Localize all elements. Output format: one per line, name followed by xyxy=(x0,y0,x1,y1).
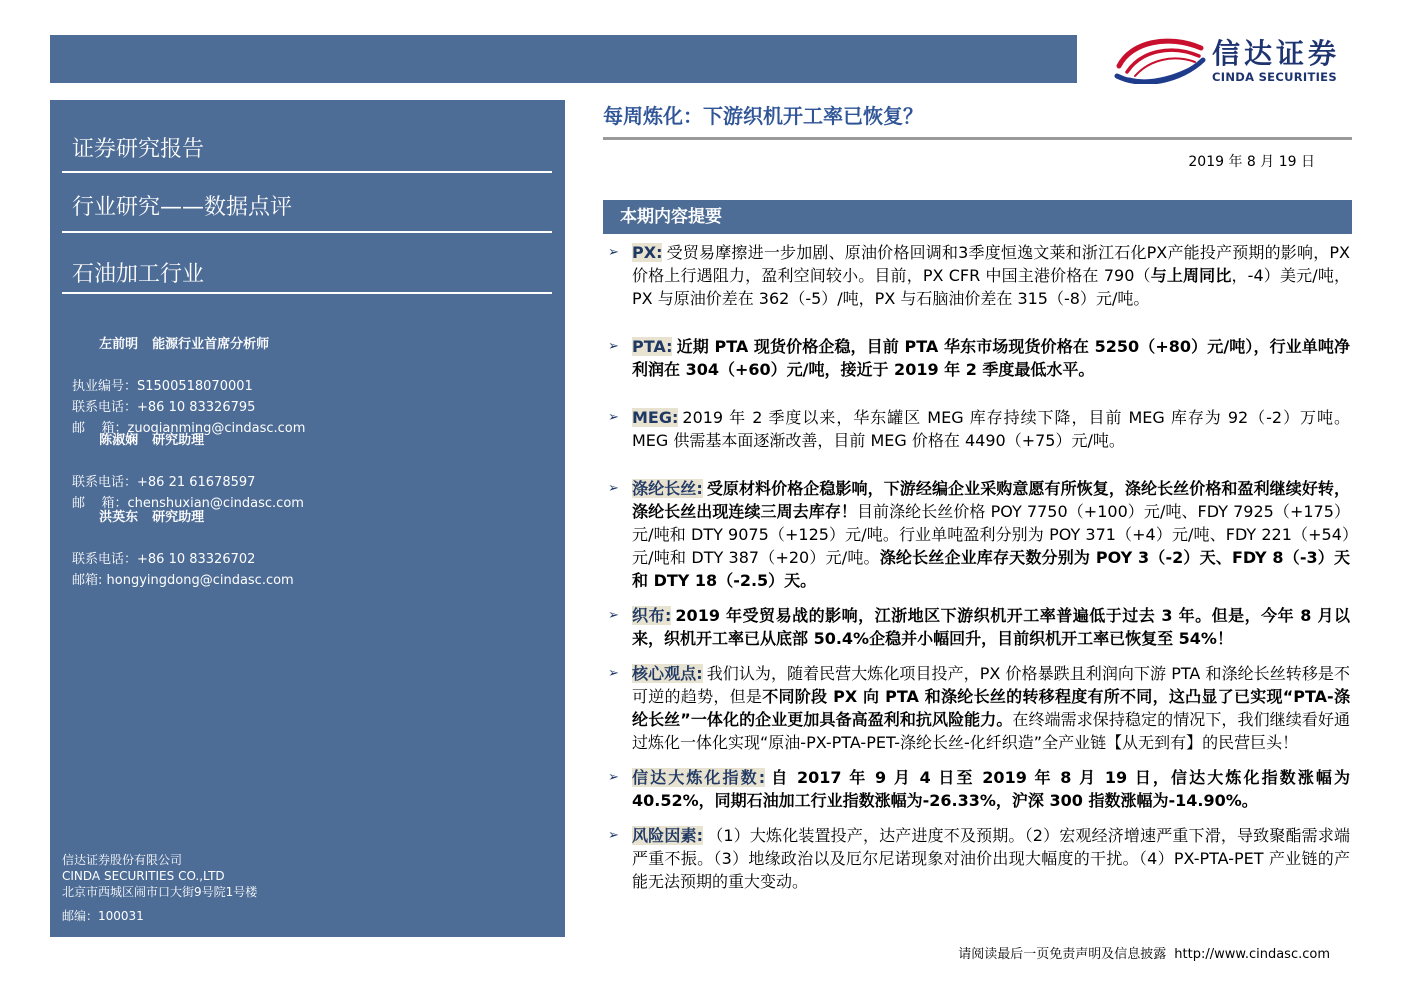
analyst-name: 左前明 xyxy=(99,337,139,352)
bullet-label: 织布: xyxy=(632,606,672,625)
analyst-name: 洪英东 xyxy=(99,510,139,525)
summary-bullet-polyester-filament xyxy=(605,477,1350,592)
analyst-license: 执业编号：S1500518070001 xyxy=(72,379,253,394)
bullet-label: PX: xyxy=(632,243,663,262)
bullet-label: 核心观点: xyxy=(632,664,703,683)
bullet-arrow-icon: ➢ xyxy=(608,481,619,496)
industry-heading: 石油加工行业 xyxy=(72,262,205,287)
bullet-text: 受贸易摩擦进一步加剧、原油价格回调和3季度恒逸文莱和浙江石化PX产能投产预期的影响，PX 价格上行遇阻力，盈利空间较小。目前，PX CFR 中国主港价格在 790（ xyxy=(632,243,1350,285)
bullet-text: ，-4）美元/吨，PX 与原油价差在 362（-5）/吨，PX 与石脑油价差在 315（-8）元/吨。 xyxy=(632,266,1350,308)
summary-bullet-pta xyxy=(605,335,1350,381)
title-underline xyxy=(603,137,1352,140)
footer-url: http://www.cindasc.com xyxy=(1174,947,1330,962)
footer-disclaimer: 请阅读最后一页免责声明及信息披露 xyxy=(958,947,1167,962)
company-address: 北京市西城区闹市口大街9号院1号楼 xyxy=(62,885,258,899)
logo-name-cn: 信达证券 xyxy=(1212,37,1341,70)
analyst-name-title xyxy=(72,486,294,549)
summary-bullet-weaving xyxy=(605,604,1350,650)
logo-name-en: CINDA SECURITIES xyxy=(1212,70,1337,84)
bullet-label: PTA: xyxy=(632,337,673,356)
summary-heading: 本期内容提要 xyxy=(603,200,1352,234)
bullet-text-bold: 与上周同比 xyxy=(1150,266,1232,285)
analyst-phone: 联系电话：+86 10 83326702 xyxy=(72,552,256,567)
summary-bullet-core-view xyxy=(605,662,1350,754)
bullet-label: 风险因素: xyxy=(632,826,704,845)
company-postcode: 邮编：100031 xyxy=(62,909,144,923)
bullet-text-bold: 2019 年受贸易战的影响，江浙地区下游织机开工率普遍低于过去 3 年。但是，今年 8 月以来，织机开工率已从底部 50.4%企稳并小幅回升，目前织机开工率已恢复至 54%！ xyxy=(632,606,1350,648)
summary-bullet-list xyxy=(605,241,1350,893)
bullet-arrow-icon: ➢ xyxy=(608,410,619,425)
bullet-text: 目前涤纶长丝价格 POY 7750（+100）元/吨、FDY 7925（+175）元/吨和 DTY 9075（+125）元/吨。行业单吨盈利分别为 POY 371（+4）元/吨、FDY 221（+54）元/吨和 DTY 387（+20）元/吨。 xyxy=(632,502,1350,567)
summary-bullet-risk-factors xyxy=(605,824,1350,893)
analyst-title: 研究助理 xyxy=(152,510,205,525)
company-name-en: CINDA SECURITIES CO.,LTD xyxy=(62,869,225,883)
analyst-email: 邮 箱：chenshuxian@cindasc.com xyxy=(72,496,304,511)
company-name-cn: 信达证券股份有限公司 xyxy=(62,853,183,867)
analyst-name: 陈淑娴 xyxy=(99,433,139,448)
bullet-text: 在终端需求保持稳定的情况下，我们继续看好通过炼化一体化实现“原油-PX-PTA-PET-涤纶长丝-化纤织造”全产业链【从无到有】的民营巨头！ xyxy=(632,710,1350,752)
summary-bullet-refining-index xyxy=(605,766,1350,812)
analyst-phone: 联系电话：+86 10 83326795 xyxy=(72,400,256,415)
bullet-arrow-icon: ➢ xyxy=(608,770,619,785)
report-type-heading: 证券研究报告 xyxy=(72,137,205,162)
header-bar xyxy=(50,35,1077,83)
bullet-text: （1）大炼化装置投产，达产进度不及预期。（2）宏观经济增速严重下滑，导致聚酯需求端严重不振。（3）地缘政治以及厄尔尼诺现象对油价出现大幅度的干扰。（4）PX-PTA-PET 产业链的产能无法预期的重大变动。 xyxy=(632,826,1350,891)
analyst-email: 邮 箱：zuoqianming@cindasc.com xyxy=(72,421,306,436)
bullet-arrow-icon: ➢ xyxy=(608,339,619,354)
analyst-phone: 联系电话：+86 21 61678597 xyxy=(72,475,256,490)
company-info xyxy=(62,852,257,924)
bullet-arrow-icon: ➢ xyxy=(608,828,619,843)
summary-bullet-meg xyxy=(605,406,1350,452)
bullet-label: MEG: xyxy=(632,408,679,427)
bullet-label: 信达大炼化指数: xyxy=(632,768,766,787)
bullet-text-bold: 涤纶长丝企业库存天数分别为 POY 3（-2）天、FDY 8（-3）天和 DTY 18（-2.5）天。 xyxy=(632,548,1350,590)
analyst-title: 研究助理 xyxy=(152,433,205,448)
analyst-name-title xyxy=(72,409,304,472)
bullet-label: 涤纶长丝: xyxy=(632,479,703,498)
bullet-arrow-icon: ➢ xyxy=(608,608,619,623)
report-category-heading: 行业研究——数据点评 xyxy=(72,195,293,220)
bullet-text-bold: 受原材料价格企稳影响，下游经编企业采购意愿有所恢复，涤纶长丝价格和盈利继续好转，涤纶长丝出现连续三周去库存！ xyxy=(632,479,1350,521)
sidebar-panel xyxy=(50,100,565,937)
report-date: 2019 年 8 月 19 日 xyxy=(1188,154,1315,170)
report-title: 每周炼化：下游织机开工率已恢复？ xyxy=(603,104,923,128)
bullet-text: 2019 年 2 季度以来，华东罐区 MEG 库存持续下降，目前 MEG 库存为 92（-2）万吨。MEG 供需基本面逐渐改善，目前 MEG 价格在 4490（+75）元/吨。 xyxy=(632,408,1350,450)
bullet-text: 我们认为，随着民营大炼化项目投产，PX 价格暴跌且利润向下游 PTA 和涤纶长丝转移是不可逆的趋势，但是 xyxy=(632,664,1350,706)
analyst-email: 邮箱: hongyingdong@cindasc.com xyxy=(72,573,294,588)
page-footer xyxy=(958,946,1330,964)
bullet-arrow-icon: ➢ xyxy=(608,666,619,681)
summary-bullet-px xyxy=(605,241,1350,310)
bullet-arrow-icon: ➢ xyxy=(608,245,619,260)
analyst-title: 能源行业首席分析师 xyxy=(152,337,270,352)
analyst-block xyxy=(72,486,294,591)
analyst-name-title xyxy=(72,313,305,376)
sidebar-divider xyxy=(62,171,552,173)
bullet-text-bold: 近期 PTA 现货价格企稳，目前 PTA 华东市场现货价格在 5250（+80）元/吨），行业单吨净利润在 304（+60）元/吨，接近于 2019 年 2 季度最低水平。 xyxy=(632,337,1350,379)
sidebar-divider xyxy=(62,292,552,294)
bullet-text-bold: 自 2017 年 9 月 4 日至 2019 年 8 月 19 日，信达大炼化指数涨幅为 40.52%，同期石油加工行业指数涨幅为-26.33%，沪深 300 指数涨幅为-14.90%。 xyxy=(632,768,1350,810)
bullet-text-bold: 不同阶段 PX 向 PTA 和涤纶长丝的转移程度有所不同，这凸显了已实现“PTA-涤纶长丝”一体化的企业更加具备高盈利和抗风险能力。 xyxy=(632,687,1350,729)
cinda-logo-icon xyxy=(1113,32,1208,84)
sidebar-divider xyxy=(62,231,552,233)
